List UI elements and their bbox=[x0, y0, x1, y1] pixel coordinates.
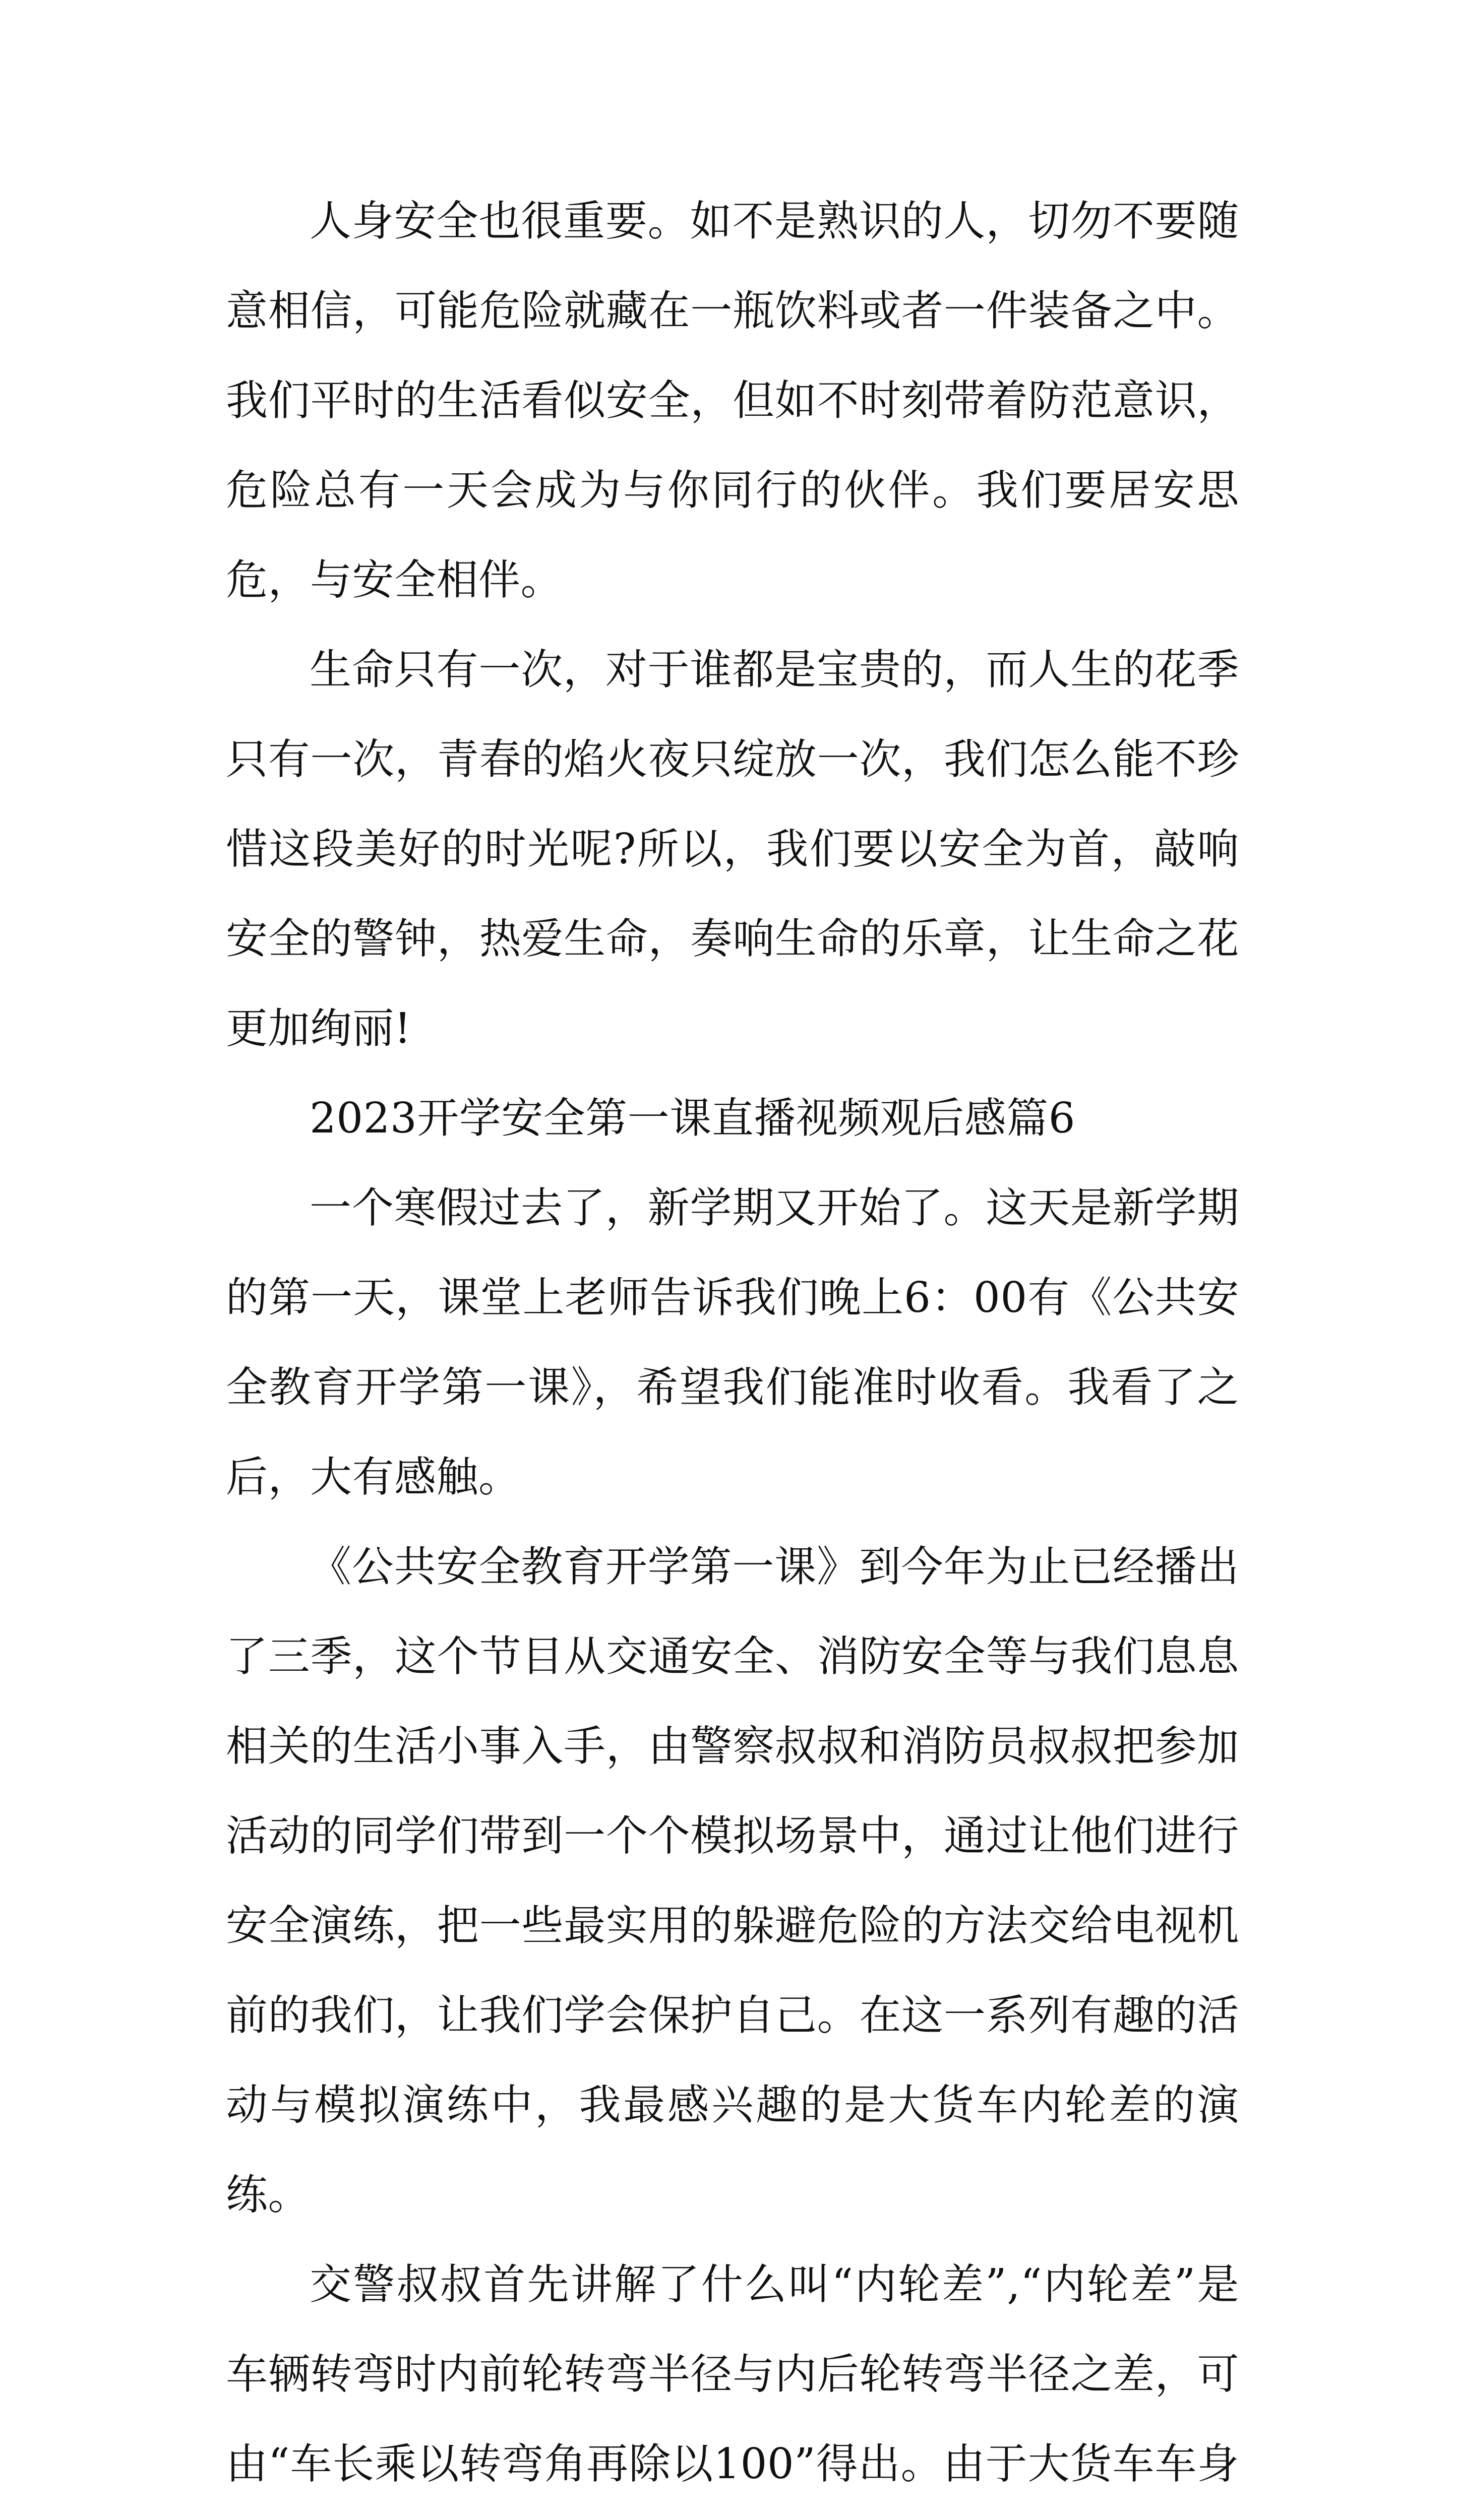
paragraph-new-semester: 一个寒假过去了，新学期又开始了。这天是新学期的第一天，课堂上老师告诉我们晚上6：00有《公共安全教育开学第一课》，希望我们能准时收看。我看了之后，大有感触。 bbox=[226, 1183, 1239, 1501]
paragraph-life-once: 生命只有一次，对于谁都是宝贵的，而人生的花季只有一次，青春的焰火夜只绽放一次，我们怎么能不珍惜这段美好的时光呢?所以，我们要以安全为首，敲响安全的警钟，热爱生命，奏响生命的乐章，让生命之花更加绚丽! bbox=[226, 645, 1239, 1053]
section-heading: 2023开学安全第一课直播视频观后感篇6 bbox=[310, 1094, 1076, 1143]
paragraph-personal-safety: 人身安全也很重要。如不是熟识的人，切勿不要随意相信，可能危险就藏在一瓶饮料或者一件装备之中。我们平时的生活看似安全，但如不时刻带着防范意识，危险总有一天会成为与你同行的伙伴。我们要居安思危，与安全相伴。 bbox=[226, 197, 1239, 604]
paragraph-inner-wheel-difference: 交警叔叔首先讲解了什么叫“内轮差”,“内轮差”是车辆转弯时内前轮转弯半径与内后轮转弯半径之差，可由“车长乘以转弯角再除以100”得出。由于大货车车身 bbox=[226, 2260, 1239, 2488]
document-body bbox=[226, 176, 1239, 2520]
paragraph-program-description: 《公共安全教育开学第一课》到今年为止已经播出了三季，这个节目从交通安全、消防安全等与我们息息相关的生活小事入手，由警察叔叔和消防员叔叔把参加活动的同学们带到一个个模拟场景中，通过让他们进行安全演练，把一些最实用的躲避危险的方法交给电视机前的我们，让我们学会保护自己。在这一系列有趣的活动与模拟演练中，我最感兴趣的是大货车内轮差的演练。 bbox=[226, 1542, 1239, 2219]
